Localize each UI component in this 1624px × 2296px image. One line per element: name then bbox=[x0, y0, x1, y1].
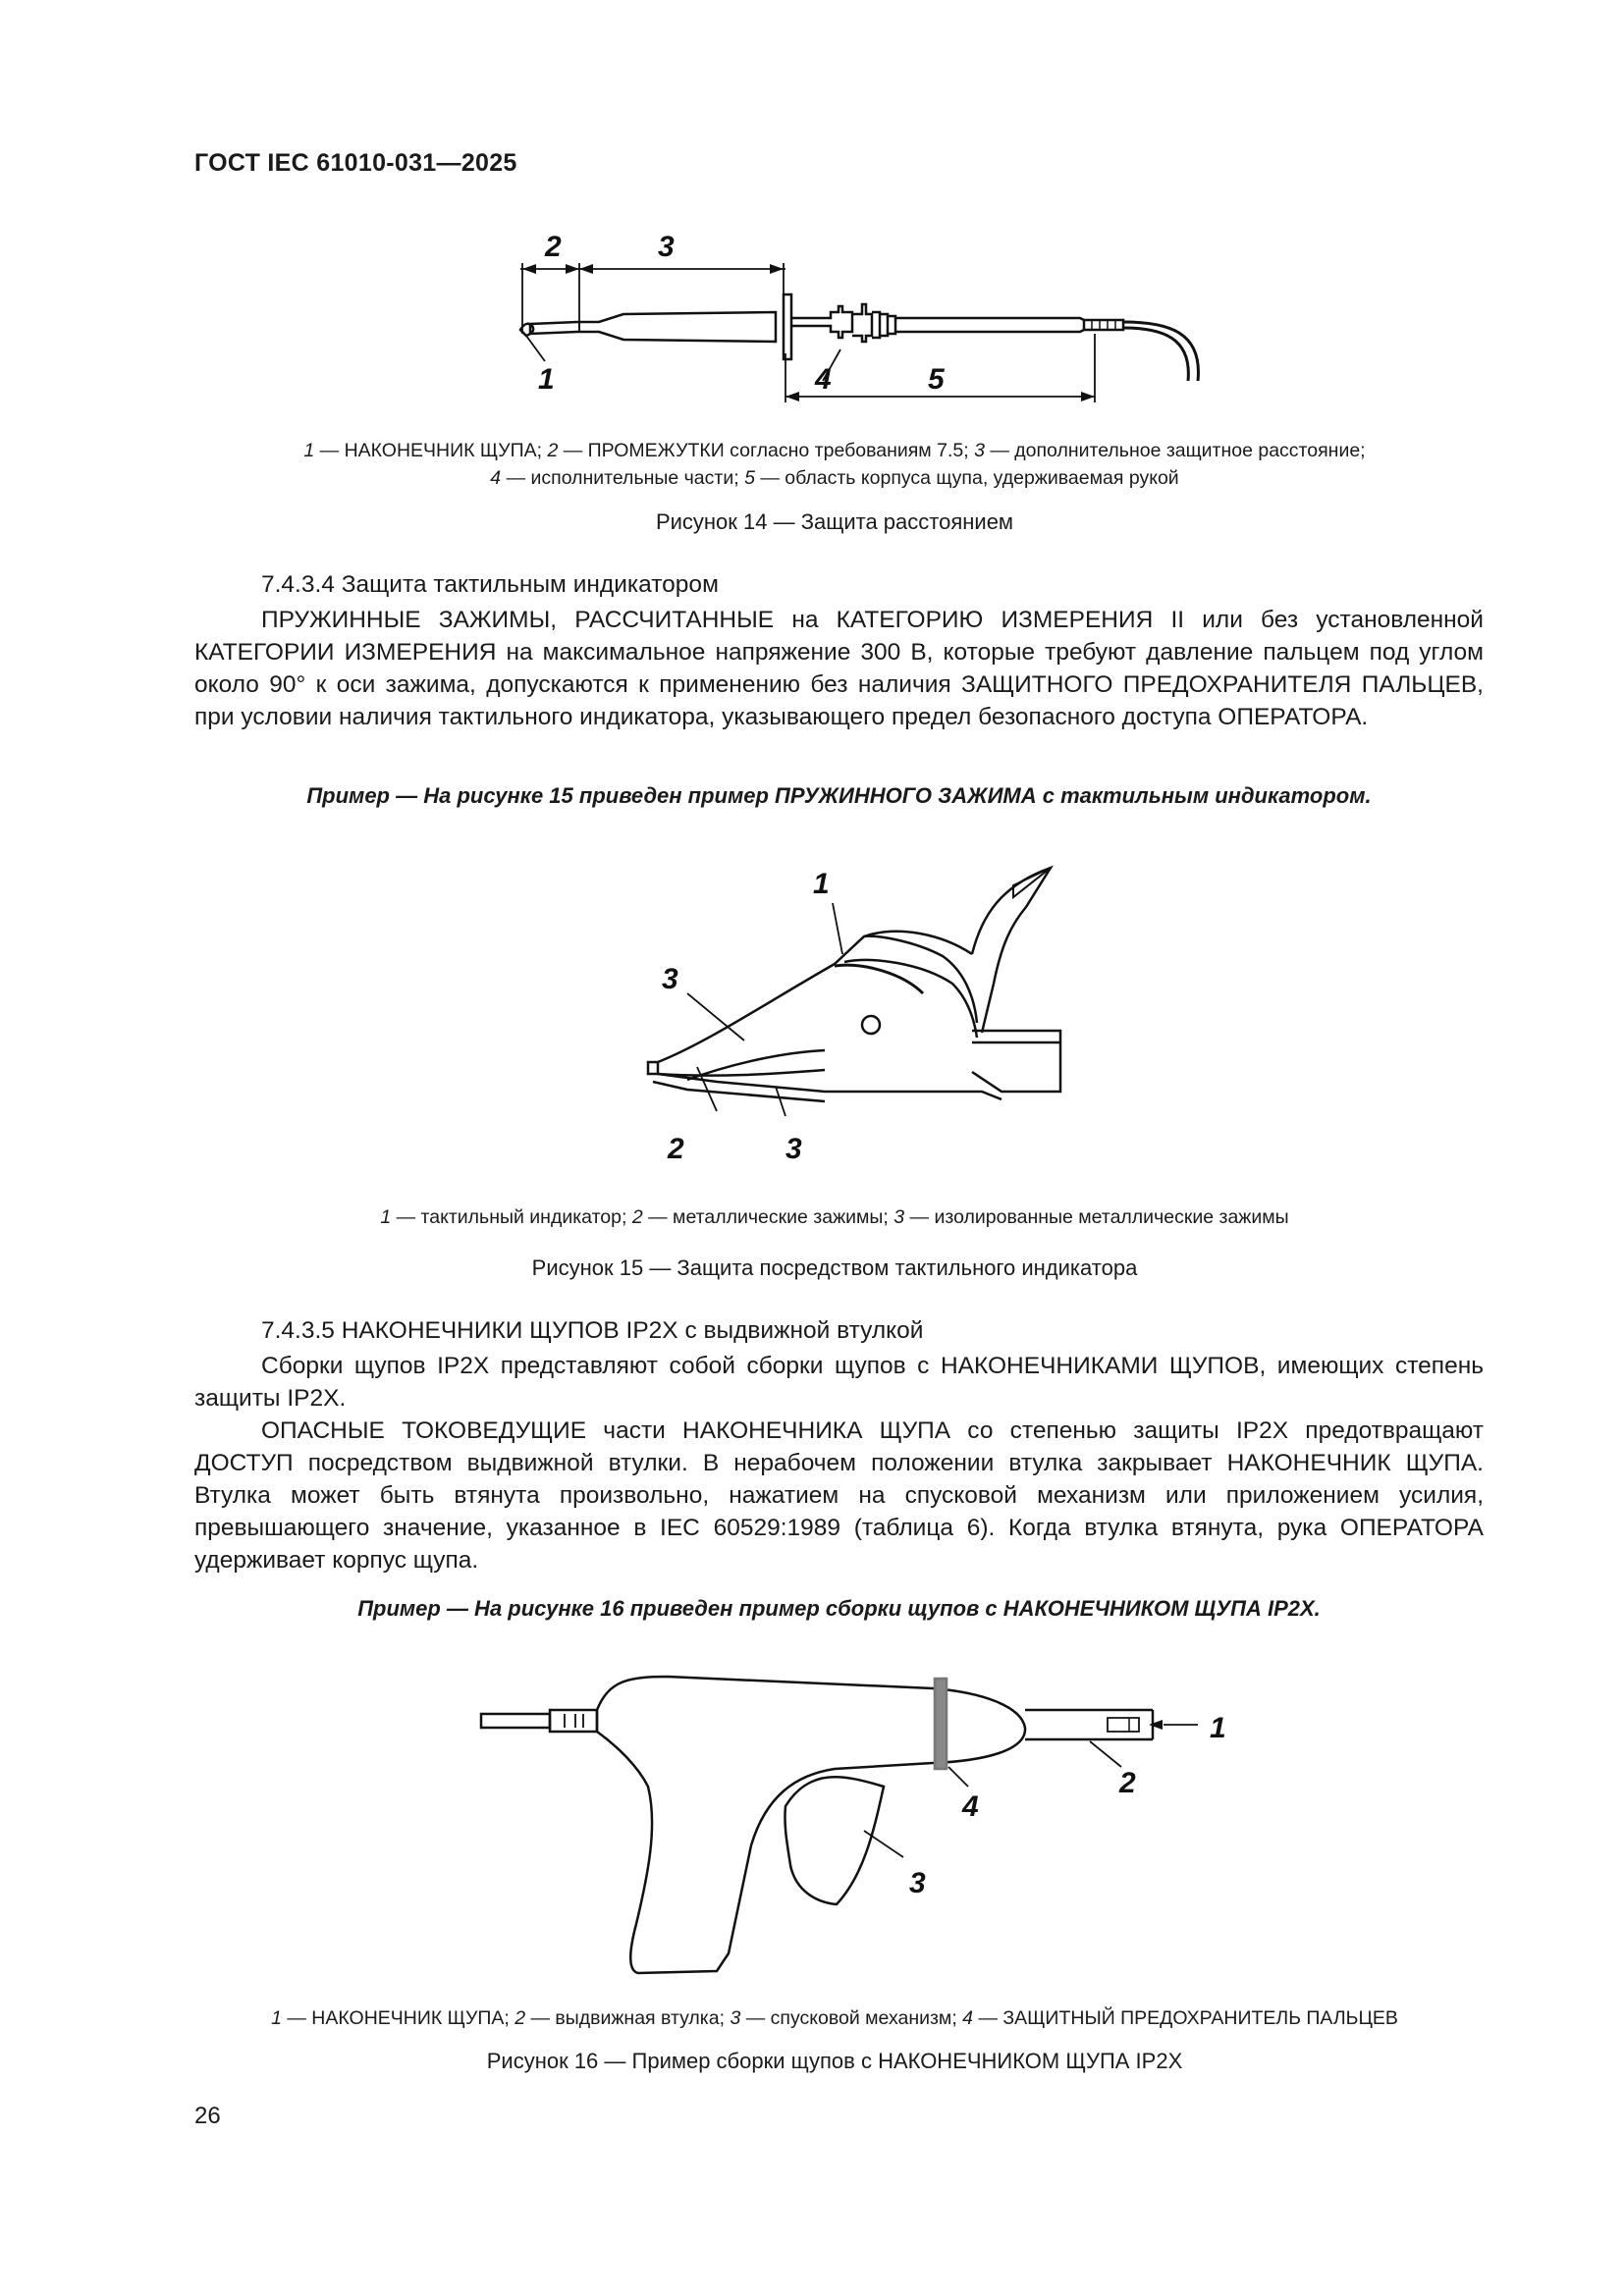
legend-text: — ЗАЩИТНЫЙ ПРЕДОХРАНИТЕЛЬ ПАЛЬЦЕВ bbox=[973, 2007, 1398, 2029]
legend-num: 1 bbox=[303, 440, 315, 461]
figure-15-example-note: Пример — На рисунке 15 приведен пример ПРУЖИННОГО ЗАЖИМА с тактильным индикатором. bbox=[306, 783, 1372, 808]
fig14-label-4: 4 bbox=[815, 363, 832, 396]
section-7435-heading: 7.4.3.5 НАКОНЕЧНИКИ ЩУПОВ IP2X с выдвижной втулкой bbox=[261, 1317, 924, 1344]
legend-num: 1 bbox=[380, 1206, 392, 1228]
fig14-label-3: 3 bbox=[658, 231, 675, 263]
legend-text: — тактильный индикатор; bbox=[391, 1206, 632, 1228]
section-7434-heading: 7.4.3.4 Защита тактильным индикатором bbox=[261, 571, 719, 598]
fig14-label-1: 1 bbox=[538, 363, 555, 396]
legend-num: 1 bbox=[271, 2007, 282, 2029]
legend-line bbox=[187, 464, 1483, 492]
figure-14-probe-drawing bbox=[491, 224, 1237, 410]
page-number: 26 bbox=[194, 2103, 221, 2129]
fig16-label-2: 2 bbox=[1119, 1767, 1136, 1799]
section-7435-paragraph-1: Сборки щупов IP2X представляют собой сборки щупов с НАКОНЕЧНИКАМИ ЩУПОВ, имеющих степень защиты IP2X. bbox=[194, 1353, 1484, 1412]
figure-14-legend bbox=[187, 437, 1483, 492]
fig15-label-1: 1 bbox=[813, 868, 830, 900]
legend-text: — металлические зажимы; bbox=[642, 1206, 894, 1228]
legend-text: — изолированные металлические зажимы bbox=[904, 1206, 1289, 1228]
figure-15-clip-drawing bbox=[628, 846, 1090, 1180]
legend-text: — исполнительные части; bbox=[501, 467, 745, 489]
legend-num: 2 bbox=[631, 1206, 643, 1228]
figure-16-caption: Рисунок 16 — Пример сборки щупов с НАКОНЕЧНИКОМ ЩУПА IP2X bbox=[486, 2049, 1183, 2073]
fig16-label-1: 1 bbox=[1210, 1712, 1226, 1744]
legend-num: 4 bbox=[962, 2007, 974, 2029]
fig16-label-3: 3 bbox=[909, 1867, 926, 1899]
legend-num: 2 bbox=[514, 2007, 526, 2029]
legend-num: 4 bbox=[490, 467, 502, 489]
fig16-label-4: 4 bbox=[962, 1790, 979, 1823]
legend-num: 2 bbox=[547, 440, 559, 461]
figure-16-legend bbox=[187, 2004, 1483, 2032]
legend-text: — НАКОНЕЧНИК ЩУПА; bbox=[314, 440, 548, 461]
legend-num: 3 bbox=[730, 2007, 741, 2029]
figure-16-example-note: Пример — На рисунке 16 приведен пример сборки щупов с НАКОНЕЧНИКОМ ЩУПА IP2X. bbox=[357, 1596, 1321, 1621]
fig14-label-2: 2 bbox=[545, 231, 562, 263]
fig15-label-3-upper: 3 bbox=[662, 963, 678, 995]
section-7435-paragraph-2: ОПАСНЫЕ ТОКОВЕДУЩИЕ части НАКОНЕЧНИКА ЩУПА со степенью защиты IP2X предотвращают ДОСТУП посредством выдвижной втулки. В нерабочем положении втулка закрывает НАКОНЕЧНИК ЩУПА. Втулка может быть втянута произвольно, нажатием на спусковой механизм или приложением усилия, превышающего значение, указанное в IEC 60529:1989 (таблица 6). Когда втулка втянута, рука ОПЕРАТОРА удерживает корпус щупа. bbox=[194, 1417, 1484, 1574]
legend-text: — НАКОНЕЧНИК ЩУПА; bbox=[281, 2007, 515, 2029]
legend-line bbox=[187, 437, 1483, 464]
section-7434-paragraph: ПРУЖИННЫЕ ЗАЖИМЫ, РАССЧИТАННЫЕ на КАТЕГОРИЮ ИЗМЕРЕНИЯ II или без установленной КАТЕГОРИИ ИЗМЕРЕНИЯ на максимальное напряжение 300 В, которые требуют давление пальцем под углом около 90° к оси зажима, допускаются к применению без наличия ЗАЩИТНОГО ПРЕДОХРАНИТЕЛЯ ПАЛЬЦЕВ, при условии наличия тактильного индикатора, указывающего предел безопасного доступа ОПЕРАТОРА. bbox=[194, 607, 1484, 730]
legend-num: 5 bbox=[744, 467, 755, 489]
legend-text: — дополнительное защитное расстояние; bbox=[984, 440, 1366, 461]
fig15-label-2: 2 bbox=[668, 1133, 684, 1165]
figure-15-legend bbox=[187, 1203, 1483, 1231]
legend-num: 3 bbox=[893, 1206, 905, 1228]
legend-text: — спусковой механизм; bbox=[740, 2007, 963, 2029]
figure-15-caption: Рисунок 15 — Защита посредством тактильного индикатора bbox=[531, 1255, 1138, 1280]
figure-14-caption: Рисунок 14 — Защита расстоянием bbox=[655, 509, 1014, 534]
fig15-label-3-lower: 3 bbox=[785, 1133, 802, 1165]
legend-text: — область корпуса щупа, удерживаемая рукой bbox=[754, 467, 1179, 489]
document-header: ГОСТ IEC 61010-031—2025 bbox=[194, 149, 517, 177]
legend-num: 3 bbox=[974, 440, 985, 461]
fig14-label-5: 5 bbox=[928, 363, 945, 396]
legend-text: — ПРОМЕЖУТКИ согласно требованиям 7.5; bbox=[558, 440, 975, 461]
figure-16-ip2x-probe-drawing bbox=[471, 1659, 1257, 1993]
legend-text: — выдвижная втулка; bbox=[525, 2007, 731, 2029]
